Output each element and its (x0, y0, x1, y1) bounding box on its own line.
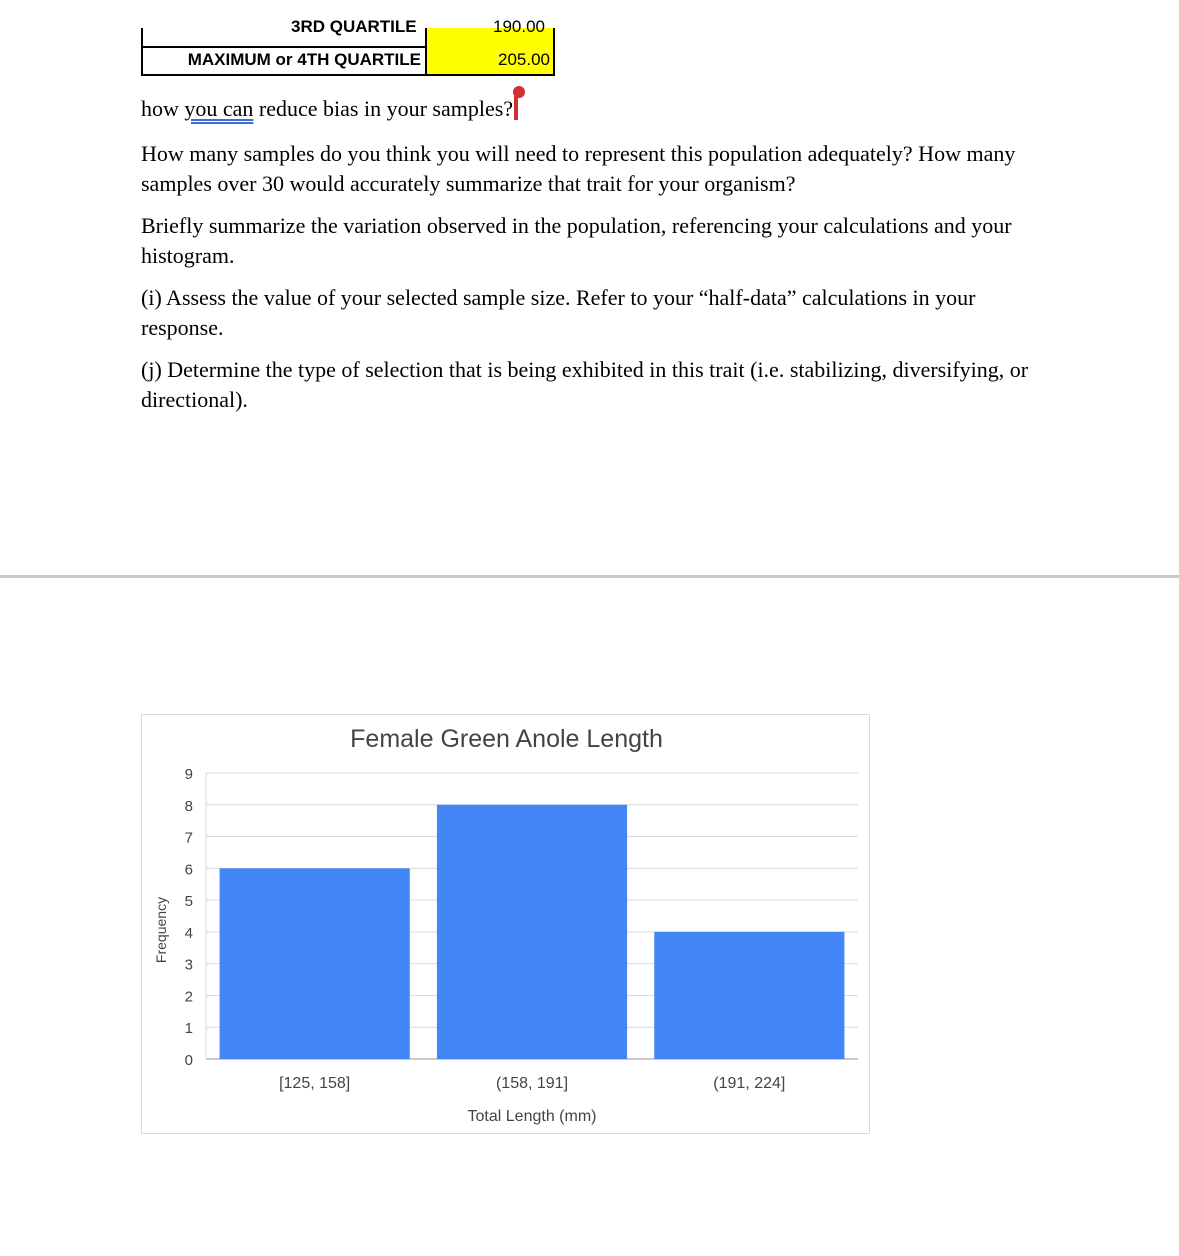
text-cursor-icon (514, 94, 518, 120)
y-tick-label: 3 (184, 956, 193, 974)
bias-question-prefix: how (141, 96, 185, 121)
chart-title: Female Green Anole Length (350, 725, 663, 753)
cut-row-value-cell (427, 17, 555, 46)
maximum-label-cell[interactable]: MAXIMUM or 4TH QUARTILE (141, 46, 427, 76)
page-break-divider (0, 575, 1179, 578)
question-sample-count[interactable]: How many samples do you think you will need to represent this population adequately? How many samples over 30 would accurately summarize that trait for your organism? (141, 141, 1016, 196)
question-selection-type[interactable]: (j) Determine the type of selection that is being exhibited in this trait (i.e. stabilizing, diversifying, or directional). (141, 357, 1029, 412)
histogram-chart[interactable] (141, 714, 870, 1134)
bias-question-suffix: reduce bias in your samples? (253, 96, 514, 121)
histogram-bar (437, 805, 627, 1059)
y-tick-label: 5 (184, 893, 193, 911)
spreadsheet-row-maximum (141, 46, 555, 76)
spelling-flag[interactable]: you can (184, 96, 254, 121)
cut-row-value: 190.00 (493, 17, 545, 36)
x-tick-label: (158, 191] (495, 1075, 569, 1092)
question-variation[interactable]: Briefly summarize the variation observed in the population, referencing your calculations and your histogram. (141, 213, 1012, 268)
chart-canvas (142, 715, 871, 1135)
y-tick-label: 4 (184, 924, 193, 942)
y-tick-label: 9 (184, 766, 193, 783)
x-tick-label: (191, 224] (713, 1075, 786, 1092)
x-tick-label: [125, 158] (279, 1075, 351, 1092)
x-axis-label: Total Length (mm) (467, 1108, 597, 1125)
cut-row-label-cell (141, 17, 427, 46)
y-tick-label: 7 (184, 829, 193, 847)
y-tick-label: 2 (184, 988, 193, 1006)
cut-row-label: 3RD QUARTILE (291, 17, 417, 36)
y-axis-label: Frequency (153, 896, 169, 964)
y-tick-label: 0 (184, 1052, 193, 1069)
y-tick-label: 6 (184, 861, 193, 879)
question-sample-size[interactable]: (i) Assess the value of your selected sample size. Refer to your “half-data” calculations in your response. (141, 285, 976, 340)
bias-question[interactable] (141, 94, 1041, 124)
y-tick-label: 1 (184, 1020, 193, 1038)
histogram-bar (654, 932, 844, 1059)
spreadsheet-fragment (141, 17, 555, 76)
y-tick-label: 8 (184, 797, 193, 815)
maximum-value-cell[interactable]: 205.00 (427, 46, 555, 76)
spreadsheet-cut-row (141, 17, 555, 48)
histogram-bar (220, 868, 410, 1059)
